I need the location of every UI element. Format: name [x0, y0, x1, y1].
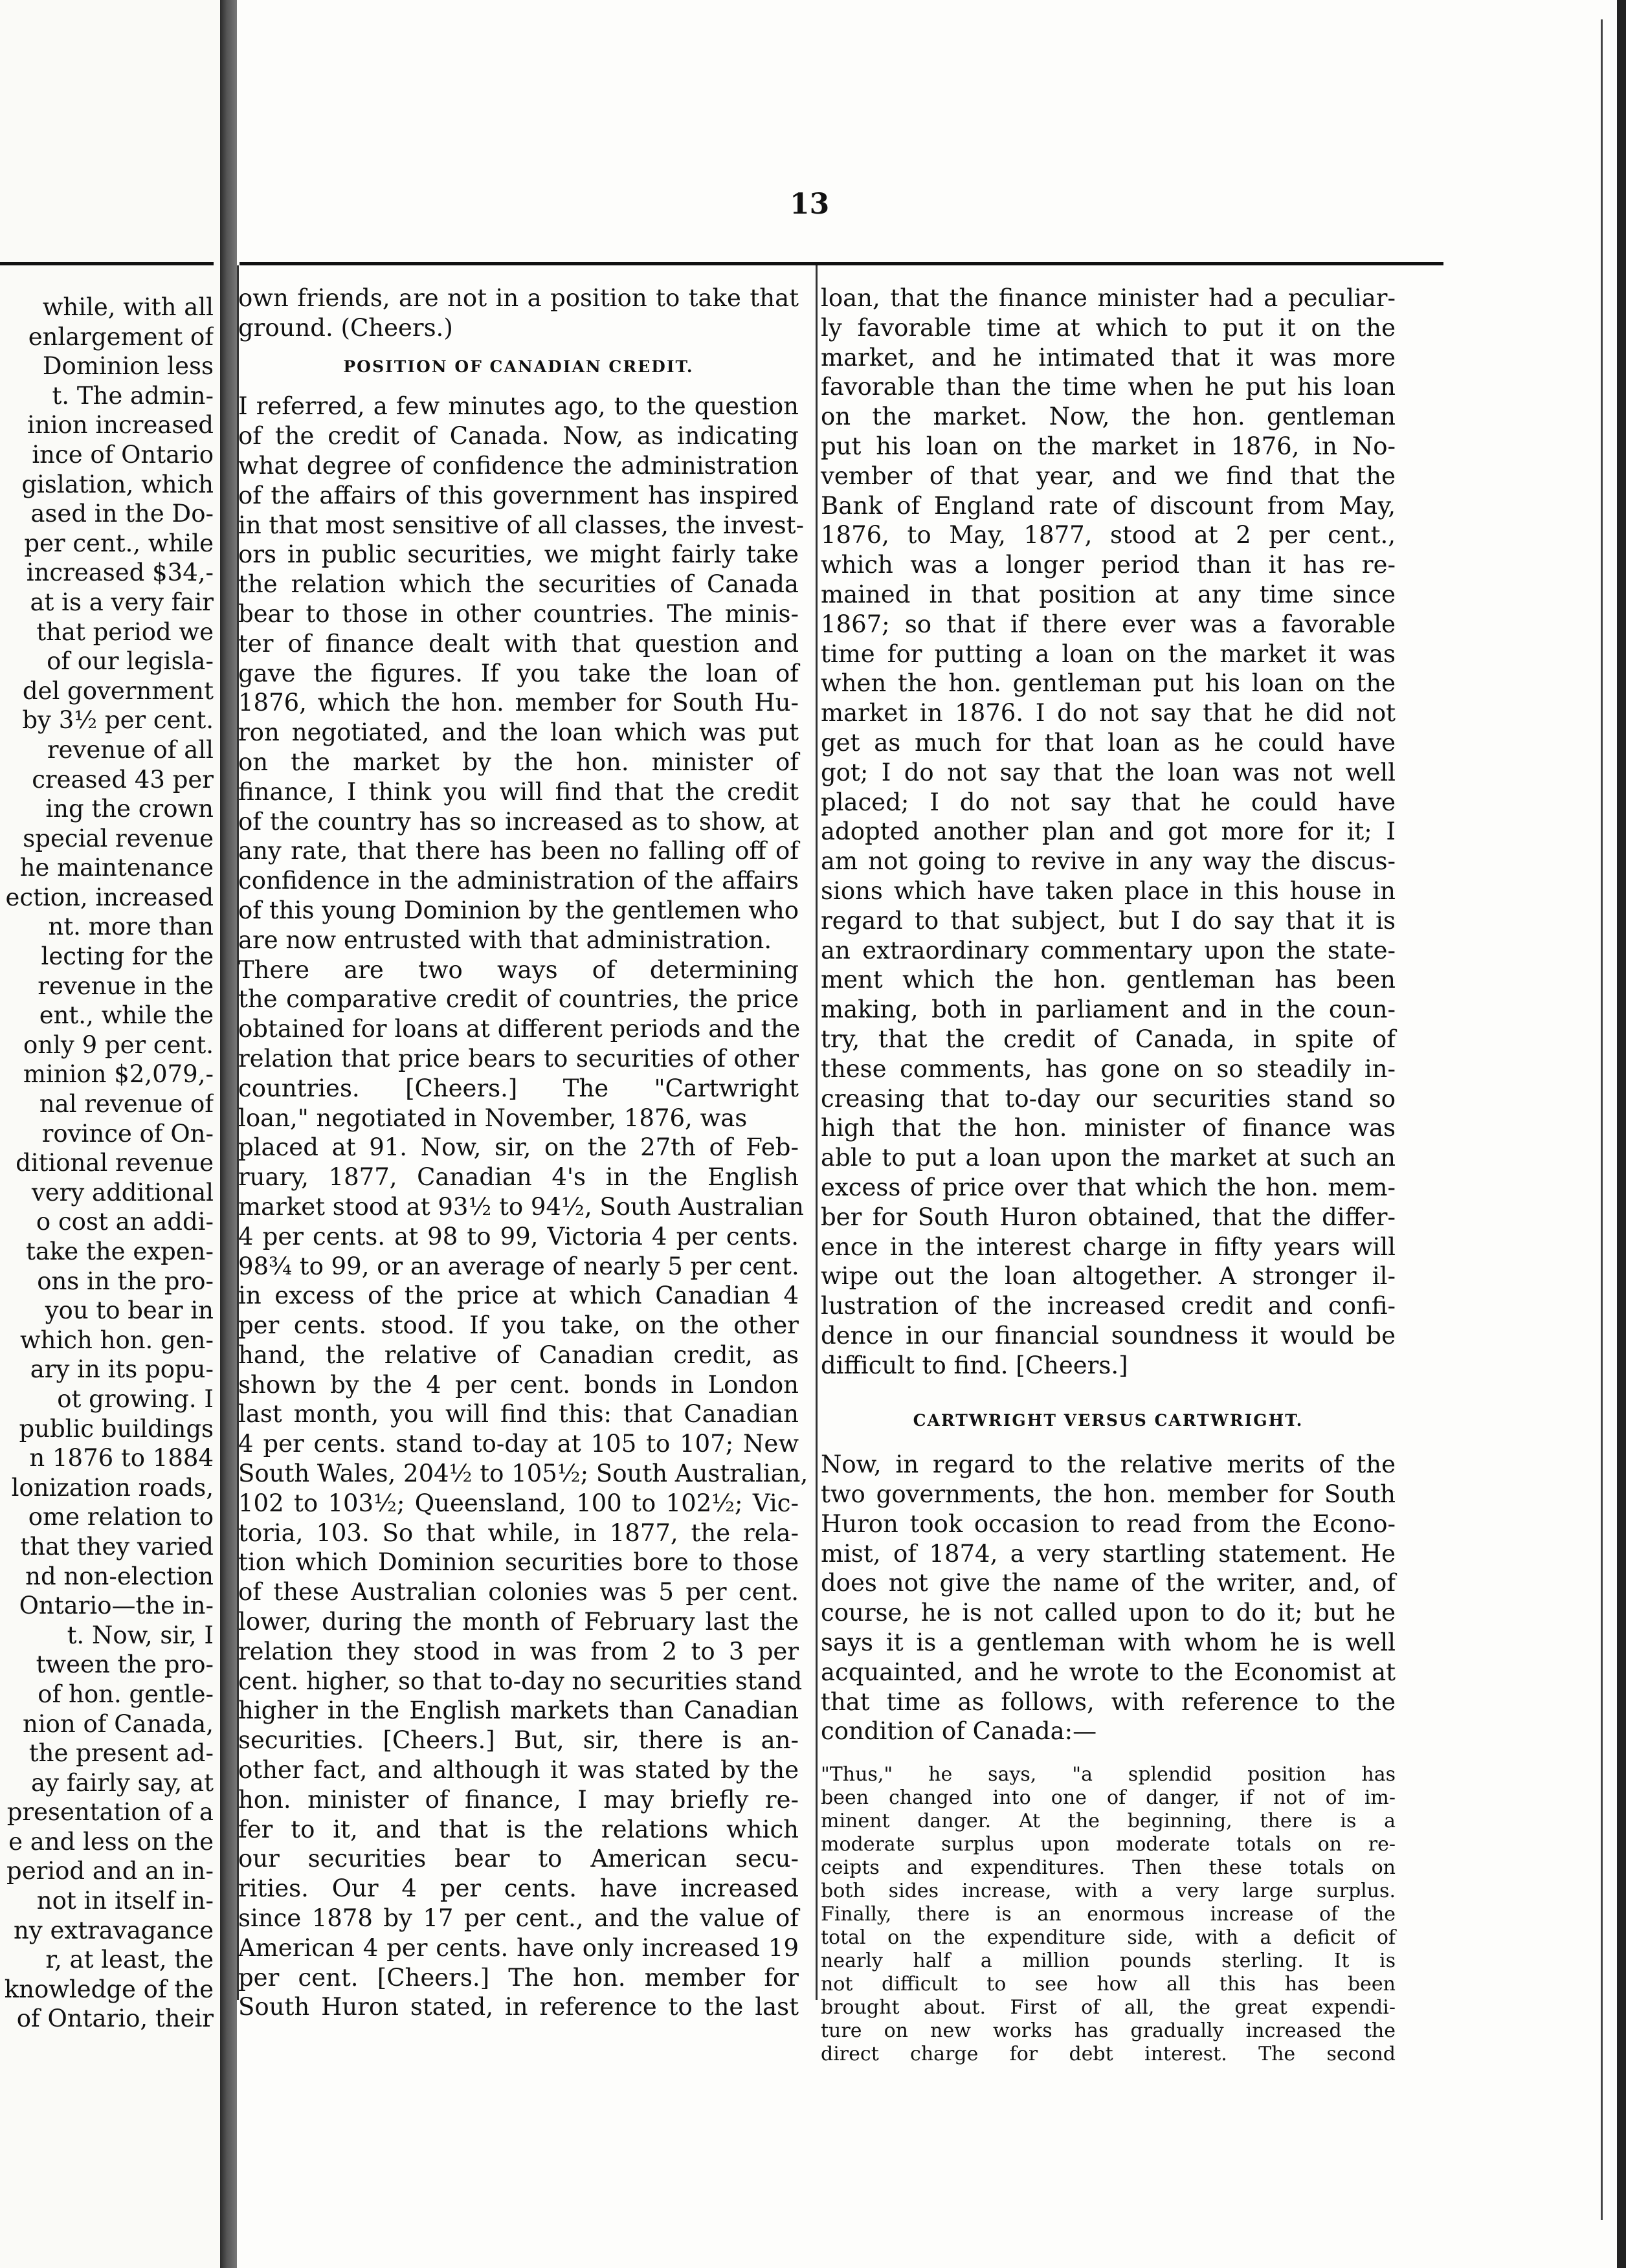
quote-line: total on the expenditure side, with a deficit of — [821, 1926, 1396, 1950]
text-line: market in 1876. I do not say that he did not — [821, 699, 1396, 728]
text-line: obtained for loans at different periods and the — [238, 1015, 801, 1043]
fragment-line: ome relation to — [28, 1503, 214, 1531]
text-line: am not going to revive in any way the discus- — [821, 847, 1396, 876]
text-line: ber for South Huron obtained, that the differ- — [821, 1203, 1396, 1231]
text-line: hon. minister of finance, I may briefly re- — [238, 1785, 799, 1814]
fragment-line: e and less on the — [8, 1827, 214, 1856]
text-line: try, that the credit of Canada, in spite of — [821, 1025, 1396, 1053]
text-line: course, he is not called upon to do it; but he — [821, 1599, 1396, 1627]
text-line: 98¾ to 99, or an average of nearly 5 per cent. — [238, 1252, 799, 1280]
text-line: two governments, the hon. member for South — [821, 1480, 1396, 1509]
text-line: countries. [Cheers.] The "Cartwright — [238, 1074, 799, 1102]
fragment-line: revenue in the — [38, 972, 214, 1000]
text-line: creasing that to-day our securities stand so — [821, 1084, 1396, 1113]
text-line: 4 per cents. at 98 to 99, Victoria 4 per cents. — [238, 1222, 799, 1251]
text-line: ron negotiated, and the loan which was put — [238, 718, 799, 747]
fragment-line: t. Now, sir, I — [67, 1621, 214, 1649]
text-line: on the market by the hon. minister of — [238, 748, 799, 776]
text-line: hand, the relative of Canadian credit, as — [238, 1340, 799, 1369]
header-rule — [239, 262, 1443, 265]
text-line: 1876, to May, 1877, stood at 2 per cent., — [821, 521, 1396, 550]
text-line: market stood at 93½ to 94½, South Australian — [238, 1192, 805, 1221]
text-line: adopted another plan and got more for it; I — [821, 817, 1396, 846]
text-line: acquainted, and he wrote to the Economist at — [821, 1658, 1396, 1686]
fragment-line: take the expen- — [25, 1238, 214, 1265]
fragment-line: nion of Canada, — [22, 1709, 214, 1738]
text-line: lower, during the month of February last the — [238, 1608, 799, 1636]
text-line: placed at 91. Now, sir, on the 27th of Feb- — [238, 1133, 799, 1162]
page-edge — [1617, 0, 1626, 2268]
text-line: on the market. Now, the hon. gentleman — [821, 403, 1396, 431]
text-line: market, and he intimated that it was more — [821, 343, 1396, 372]
text-line: bear to those in other countries. The minis- — [238, 599, 799, 628]
text-line: tion which Dominion securities bore to those — [238, 1548, 799, 1577]
fragment-line: ent., while the — [39, 1001, 214, 1030]
text-line: per cents. stood. If you take, on the other — [238, 1311, 799, 1340]
text-line: in that most sensitive of all classes, the invest- — [238, 511, 804, 539]
middle-column — [238, 284, 808, 2022]
text-line: vember of that year, and we find that the — [821, 461, 1396, 490]
text-line: cent. higher, so that to-day no securities stand — [238, 1667, 803, 1695]
middle-column-intro — [238, 284, 799, 343]
text-line: placed; I do not say that he could have — [821, 788, 1396, 816]
text-line: higher in the English markets than Canadian — [238, 1696, 799, 1725]
fragment-line: ons in the pro- — [37, 1267, 214, 1295]
fragment-line: ing the crown — [45, 795, 214, 823]
right-column-body-2 — [821, 1450, 1396, 1746]
fragment-line: special revenue — [23, 824, 214, 852]
text-line: Bank of England rate of discount from May, — [821, 491, 1396, 520]
fragment-line: enlargement of — [28, 322, 214, 351]
fragment-line: only 9 per cent. — [23, 1030, 214, 1059]
text-line: wipe out the loan altogether. A stronger il- — [821, 1262, 1396, 1291]
text-line: any rate, that there has been no falling off of — [238, 837, 799, 865]
fragment-line: of hon. gentle- — [38, 1680, 214, 1708]
fragment-line: that they varied — [20, 1532, 214, 1561]
text-line: shown by the 4 per cent. bonds in London — [238, 1370, 799, 1399]
fragment-line: public buildings — [19, 1414, 214, 1443]
fragment-line: lecting for the — [41, 942, 214, 971]
text-line: condition of Canada:— — [821, 1717, 1097, 1746]
text-line: 1876, which the hon. member for South Hu- — [238, 689, 799, 717]
quote-line: been changed into one of danger, if not of im- — [821, 1786, 1396, 1810]
text-line: relation they stood in was from 2 to 3 per — [238, 1637, 799, 1665]
fragment-line: r, at least, the — [45, 1946, 214, 1974]
fragment-line: minion $2,079,- — [23, 1060, 214, 1089]
quote-line: both sides increase, with a very large surplus. — [821, 1880, 1396, 1903]
text-line: sions which have taken place in this house in — [821, 876, 1396, 905]
text-line: of the country has so increased as to show, at — [238, 807, 799, 836]
fragment-line: ince of Ontario — [32, 440, 214, 469]
fragment-line: at is a very fair — [30, 588, 214, 616]
text-line: loan, that the finance minister had a peculiar- — [821, 284, 1396, 312]
text-line: There are two ways of determining — [238, 955, 799, 984]
fragment-line: per cent., while — [24, 529, 214, 557]
fragment-line: increased $34,- — [26, 559, 214, 587]
text-line: get as much for that loan as he could have — [821, 728, 1396, 757]
middle-column-body — [238, 392, 808, 2022]
quote-line: "Thus," he says, "a splendid position has — [821, 1763, 1396, 1786]
fragment-line: that period we — [36, 617, 214, 646]
text-line: making, both in parliament and in the coun- — [821, 995, 1396, 1024]
fragment-line: he maintenance — [19, 854, 214, 882]
page-edge-line — [1601, 19, 1603, 2220]
text-line: of the credit of Canada. Now, as indicating — [238, 422, 799, 450]
text-line: finance, I think you will find that the credit — [238, 777, 799, 806]
page-number: 13 — [790, 188, 830, 221]
fragment-line: del government — [22, 676, 214, 705]
quote-line: direct charge for debt interest. The second — [821, 2043, 1396, 2066]
section-heading-cartwright: CARTWRIGHT VERSUS CARTWRIGHT. — [913, 1411, 1304, 1430]
fragment-line: tween the pro- — [36, 1651, 214, 1679]
text-line: ruary, 1877, Canadian 4's in the English — [238, 1163, 799, 1192]
text-line: excess of price over that which the hon. mem- — [821, 1173, 1396, 1201]
text-line: which was a longer period than it has re- — [821, 551, 1396, 579]
text-line: own friends, are not in a position to take that — [238, 284, 799, 312]
text-line: ly favorable time at which to put it on the — [821, 313, 1396, 342]
text-line: of the affairs of this government has inspired — [238, 481, 799, 509]
text-line: relation that price bears to securities of other — [238, 1044, 799, 1073]
column-divider — [816, 265, 818, 2000]
page-gutter — [220, 0, 237, 2268]
text-line: American 4 per cents. have only increased 19 — [238, 1933, 799, 1962]
fragment-line: you to bear in — [45, 1296, 214, 1325]
fragment-line: Ontario—the in- — [19, 1592, 214, 1620]
fragment-line: the present ad- — [28, 1739, 214, 1768]
text-line: the comparative credit of countries, the price — [238, 985, 799, 1014]
text-line: Huron took occasion to read from the Econo- — [821, 1509, 1396, 1538]
fragment-line: period and an in- — [6, 1857, 214, 1885]
text-line: an extraordinary commentary upon the state- — [821, 936, 1396, 964]
right-column-body — [821, 284, 1396, 1380]
text-line: are now entrusted with that administration. — [238, 926, 772, 954]
text-line: regard to that subject, but I do say that it is — [821, 906, 1396, 935]
fragment-line: ection, increased — [5, 883, 214, 911]
previous-page-column — [0, 293, 214, 2034]
text-line: favorable than the time when he put his loan — [821, 373, 1396, 401]
section-heading-credit: POSITION OF CANADIAN CREDIT. — [343, 357, 694, 376]
text-line: of this young Dominion by the gentlemen who — [238, 896, 799, 924]
text-line: ence in the interest charge in fifty years will — [821, 1232, 1396, 1261]
text-line: dence in our financial soundness it would be — [821, 1321, 1396, 1350]
text-line: Now, in regard to the relative merits of the — [821, 1451, 1396, 1479]
text-line: that time as follows, with reference to the — [821, 1687, 1396, 1716]
fragment-line: by 3½ per cent. — [22, 706, 214, 735]
fragment-line: Dominion less — [42, 352, 214, 381]
text-line: per cent. [Cheers.] The hon. member for — [238, 1963, 799, 1992]
fragment-line: o cost an addi- — [36, 1208, 214, 1236]
text-line: difficult to find. [Cheers.] — [821, 1351, 1128, 1379]
fragment-line: ased in the Do- — [30, 500, 214, 528]
text-line: fer to it, and that is the relations which — [238, 1815, 799, 1843]
text-line: ter of finance dealt with that question and — [238, 629, 799, 658]
fragment-line: revenue of all — [47, 735, 214, 764]
text-line: gave the figures. If you take the loan of — [238, 659, 799, 687]
quote-line: nearly half a million pounds sterling. It is — [821, 1950, 1396, 1973]
text-line: does not give the name of the writer, and, of — [821, 1569, 1396, 1597]
fragment-line: ot growing. I — [57, 1384, 214, 1413]
text-line: South Wales, 204½ to 105½; South Australian, — [238, 1460, 808, 1488]
fragment-line: presentation of a — [6, 1798, 214, 1827]
text-line: 102 to 103½; Queensland, 100 to 102½; Vic- — [238, 1489, 799, 1517]
fragment-line: of Ontario, their — [16, 2005, 214, 2033]
fragment-line: inion increased — [27, 411, 214, 439]
fragment-line: while, with all — [42, 293, 214, 321]
fragment-line: t. The admin- — [52, 381, 214, 410]
fragment-line: very additional — [31, 1178, 214, 1206]
fragment-line: knowledge of the — [4, 1975, 214, 2003]
quote-line: brought about. First of all, the great expendi- — [821, 1996, 1396, 2019]
fragment-line: of our legisla- — [47, 647, 214, 676]
text-line: the relation which the securities of Canada — [238, 570, 799, 599]
text-line: toria, 103. So that while, in 1877, the rela- — [238, 1518, 799, 1547]
text-line: got; I do not say that the loan was not well — [821, 758, 1396, 786]
fragment-line: ditional revenue — [16, 1149, 214, 1177]
fragment-line: nal revenue of — [39, 1090, 214, 1118]
text-line: 1867; so that if there ever was a favorable — [821, 610, 1396, 638]
text-line: securities. [Cheers.] But, sir, there is an- — [238, 1726, 799, 1755]
quote-line: moderate surplus upon moderate totals on re- — [821, 1833, 1396, 1856]
fragment-line: ny extravagance — [13, 1916, 214, 1944]
text-line: confidence in the administration of the affairs — [238, 867, 799, 895]
quoted-passage — [821, 1763, 1396, 2066]
quote-line: minent danger. At the beginning, there is a — [821, 1810, 1396, 1833]
text-line: lustration of the increased credit and confi- — [821, 1292, 1396, 1320]
fragment-line: ary in its popu- — [30, 1355, 214, 1384]
text-line: put his loan on the market in 1876, in No- — [821, 432, 1396, 460]
text-line: our securities bear to American secu- — [238, 1845, 799, 1873]
text-line: time for putting a loan on the market it was — [821, 639, 1396, 668]
text-line: these comments, has gone on so steadily in- — [821, 1054, 1396, 1083]
fragment-line: rovince of On- — [41, 1119, 214, 1148]
text-line: South Huron stated, in reference to the last — [238, 1993, 799, 2021]
fragment-line: ay fairly say, at — [31, 1768, 214, 1797]
text-line: since 1878 by 17 per cent., and the value of — [238, 1904, 799, 1933]
right-column — [821, 284, 1396, 2066]
fragment-line: gislation, which — [21, 470, 214, 498]
text-line: loan," negotiated in November, 1876, was — [238, 1104, 748, 1132]
quote-line: not difficult to see how all this has been — [821, 1973, 1396, 1996]
text-line: other fact, and although it was stated by the — [238, 1756, 799, 1784]
fragment-line: nt. more than — [48, 913, 214, 941]
text-line: in excess of the price at which Canadian 4 — [238, 1282, 799, 1310]
fragment-line: lonization roads, — [11, 1473, 214, 1502]
fragment-line: not in itself in- — [36, 1887, 214, 1915]
text-line: rities. Our 4 per cents. have increased — [238, 1874, 799, 1903]
header-rule-left — [0, 262, 214, 265]
text-line: when the hon. gentleman put his loan on the — [821, 669, 1396, 698]
text-line: what degree of confidence the administration — [238, 451, 799, 480]
text-line: ground. (Cheers.) — [238, 313, 453, 342]
quote-line: ceipts and expenditures. Then these totals on — [821, 1856, 1396, 1880]
text-line: of these Australian colonies was 5 per cent. — [238, 1578, 799, 1606]
text-line: high that the hon. minister of finance was — [821, 1114, 1396, 1142]
text-line: ment which the hon. gentleman has been — [821, 966, 1396, 994]
text-line: last month, you will find this: that Canadian — [238, 1400, 799, 1429]
text-line: 4 per cents. stand to-day at 105 to 107; New — [238, 1430, 799, 1458]
fragment-line: which hon. gen- — [19, 1326, 214, 1354]
text-line: mist, of 1874, a very startling statement. He — [821, 1539, 1396, 1568]
text-line: says it is a gentleman with whom he is well — [821, 1629, 1396, 1657]
quote-line: Finally, there is an enormous increase of the — [821, 1903, 1396, 1926]
text-line: able to put a loan upon the market at such an — [821, 1144, 1396, 1172]
text-line: ors in public securities, we might fairly take — [238, 540, 799, 569]
text-line: I referred, a few minutes ago, to the question — [238, 392, 799, 421]
quote-line: ture on new works has gradually increased the — [821, 2019, 1396, 2043]
fragment-line: n 1876 to 1884 — [29, 1444, 214, 1473]
fragment-line: nd non-election — [25, 1562, 214, 1590]
fragment-line: creased 43 per — [32, 765, 214, 794]
text-line: mained in that position at any time since — [821, 580, 1396, 608]
